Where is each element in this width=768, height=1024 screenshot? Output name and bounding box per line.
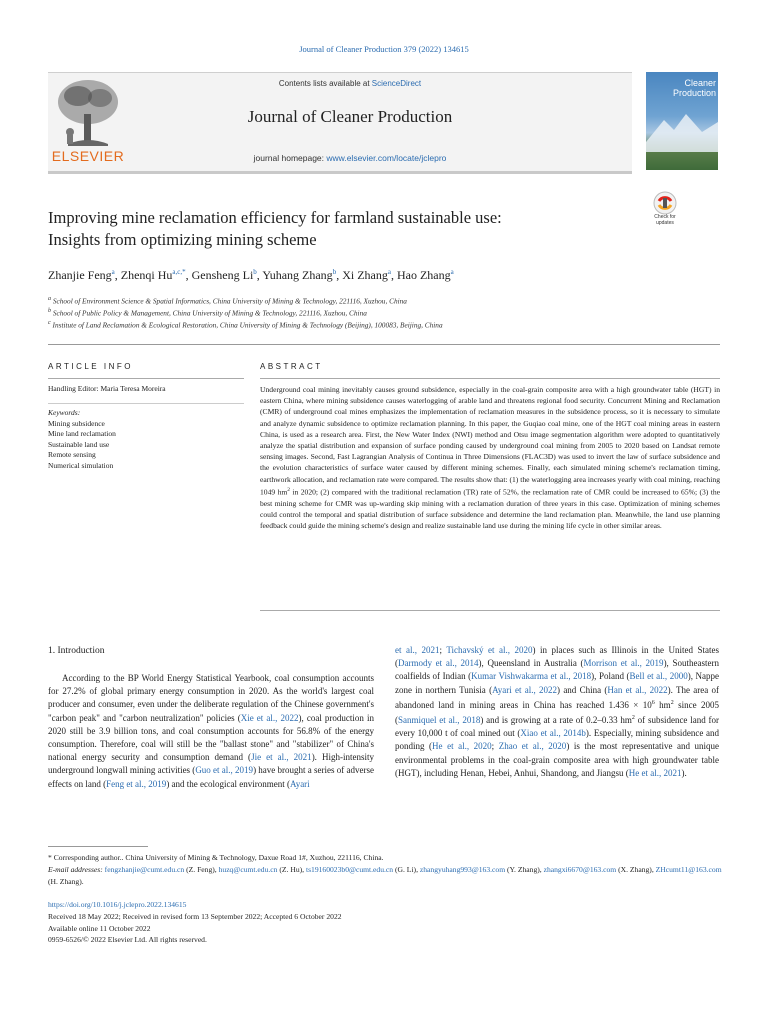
text-run: ). High-intensity underground longwall mining activities ( — [48, 752, 374, 776]
footnotes — [48, 852, 728, 889]
contents-line — [130, 79, 570, 88]
citation-link[interactable]: Bell et al., 2000 — [629, 671, 688, 682]
intro-column-right — [395, 644, 719, 780]
keywords-block — [48, 408, 244, 471]
footnote-rule — [48, 846, 148, 847]
corresponding-author-note: * Corresponding author.. China University of Mining & Technology, Daxue Road 1#, Xuzhou, 221116, China. — [48, 853, 384, 862]
keywords-rule — [48, 403, 244, 404]
citation-link[interactable]: Kumar Vishwakarma et al., 2018 — [471, 671, 592, 682]
text-run: ). The area of abandoned land in mining areas in China has reached 1.436 × 10 — [395, 684, 720, 710]
title-line-1: Improving mine reclamation efficiency for farmland sustainable use: — [48, 208, 502, 227]
citation-link[interactable]: Xiao et al., 2014b — [520, 728, 586, 739]
text-run: ) have brought a series of adverse effects on land ( — [48, 765, 375, 789]
citation-link[interactable]: He et al., 2020 — [432, 741, 492, 752]
affiliation-c: $^c$ Institute of Land Reclamation & Ecological Restoration, China University of Mining & Technology (Beijing), 100083, Beijing, China — [48, 320, 443, 330]
citation-link[interactable]: Han et al., 2022 — [607, 684, 668, 695]
author-affiliation-marker[interactable]: a — [387, 268, 391, 276]
email-link[interactable]: huzq@cumt.edu.cn — [218, 865, 278, 875]
email-link[interactable]: fengzhanjie@cumt.edu.cn — [104, 865, 185, 875]
email-owner: (Z. Feng), — [184, 865, 219, 875]
text-run: of subsidence land for every 10,000 t of coal mined out ( — [395, 715, 719, 739]
text-run: ) and the ecological environment ( — [166, 778, 291, 789]
keyword: Mine land reclamation — [48, 429, 116, 438]
text-run: ; — [491, 741, 499, 752]
publication-info — [48, 899, 728, 946]
text-run: ), Poland ( — [591, 671, 630, 682]
citation-link[interactable]: Tichavský et al., 2020 — [446, 645, 533, 655]
text-run: According to the BP World Energy Statistical Yearbook, coal consumption accounts for 27.2% of global primary energy consumption in 2020. As the world's largest coal producer and consumer, even under the deliberate regulation of the Chinese government's "carbon peak" and "carbon neutralization" policies ( — [48, 673, 374, 723]
citation-link[interactable]: Sanmiquel et al., 2018 — [398, 715, 481, 726]
text-run: ), Southeastern coalfields of Indian ( — [395, 658, 719, 682]
email-link[interactable]: ts19160023b0@cumt.edu.cn — [305, 865, 394, 875]
text-run: ) and is growing at a rate of 0.2–0.33 hm — [480, 715, 632, 726]
author-affiliation-marker[interactable]: a — [450, 268, 454, 276]
keyword: Sustainable land use — [48, 439, 110, 449]
text-run: ), coal production in 2020 still be 3.9 billion tons, and coal consumption accounts for 56.8% of the energy consumption. Therefore, coal will still be the "ballast stone" and "stabilizer" of China's national energy security and consumption demand ( — [48, 712, 374, 763]
citation-link[interactable]: Xie et al., 2022 — [240, 712, 299, 723]
superscript: 2 — [670, 699, 674, 706]
text-run: ) in places such as Illinois in the United States ( — [395, 645, 719, 669]
email-link[interactable]: zhangyuhang993@163.com — [419, 865, 506, 875]
author-affiliation-marker[interactable]: b — [253, 268, 257, 276]
sciencedirect-link[interactable]: ScienceDirect — [371, 79, 422, 88]
email-owner: (G. Li), — [393, 865, 420, 875]
abstract-part-1: Underground coal mining inevitably causes ground subsidence, especially in the coal-grain composite area with a high groundwater table (HGT) in eastern China, where mining subsidence causes waterlogging of arable land and threatens regional food security. Concurrent Mining and Reclamation (CMR) of underground coal mines emphasizes the implementation of reclamation measures in the subsidence process, so it is necessary to simulate and analyze dynamic subsidence to optimize reclamation planning. In this paper, the Guqiao coal mine, one of the HGT coal mining areas in eastern China, is used as a research area. First, the New Water Index (NWI) method and Otsu image segmentation algorithm were adopted to quantitatively analyze the spatial distribution and expansion of surface ponding caused by underground coal mining from 2005 to 2020 based on Landsat remote sensing images. Second, Fast Lagrangian Analysis of Continua in Three Dimensions (FLAC3D) was used to invert the law of surface subsidence and the evolution characteristics of surface water caused by different mining schemes. Finally, each simulated mining scheme's reclamation timing, earthwork allocation, and reclamation rate were compared. The results show that: (1) the waterlogging area increases yearly with coal mining, reaching 1049 hm — [260, 385, 720, 497]
author-name[interactable]: Zhanjie Feng — [48, 268, 112, 282]
email-owner: (Y. Zhang), — [505, 865, 544, 875]
homepage-prefix: journal homepage: — [253, 153, 327, 163]
cover-title-line1: Cleaner — [684, 78, 716, 88]
check-updates-line2: updates — [656, 220, 674, 226]
keyword: Mining subsidence — [48, 418, 105, 428]
author-affiliation-marker[interactable]: b — [332, 268, 337, 276]
issn-copyright: 0959-6526/© 2022 Elsevier Ltd. All rights reserved. — [48, 935, 207, 945]
author-name[interactable]: Hao Zhang — [396, 268, 451, 282]
author-name[interactable]: Zhenqi Hu — [120, 268, 173, 282]
elsevier-wordmark: ELSEVIER — [51, 148, 125, 164]
check-updates-line1: Check for — [654, 214, 676, 220]
contents-prefix: Contents lists available at — [278, 79, 372, 88]
abstract-part-2: in 2020; (2) compared with the traditional reclamation (TR) rate of 52%, the reclamation rate of CMR could be increased to 65%; (3) the best mining scheme for CMR was up-warding skip mining with a reclamation duration of three years in this case. Optimization of mining schemes could control the temporal and spatial distribution of surface subsidence and determine the land reclamation plan. Meanwhile, the land use planning feedback could guide the mining scheme's design and realize sustainable land use during the mining life cycle in other similar areas. — [260, 487, 721, 530]
citation-link[interactable]: et al., 2021 — [395, 645, 440, 655]
cover-title — [652, 78, 716, 98]
available-online: Available online 11 October 2022 — [48, 923, 151, 933]
introduction-heading: 1. Introduction — [48, 646, 105, 656]
text-run: hm — [654, 699, 671, 710]
divider — [48, 344, 720, 345]
running-head-link[interactable]: Journal of Cleaner Production 379 (2022) 134615 — [299, 44, 469, 54]
author-affiliation-marker[interactable]: a,c,* — [172, 268, 186, 276]
running-head[interactable] — [0, 44, 768, 54]
text-run: ), Queensland in Australia ( — [478, 658, 584, 669]
text-run: ), Nappe zone in northern Tunisia ( — [395, 671, 719, 695]
superscript: 2 — [631, 715, 635, 722]
homepage-link[interactable]: www.elsevier.com/locate/jclepro — [326, 153, 447, 163]
citation-link[interactable]: Jie et al., 2021 — [251, 752, 312, 763]
article-info-heading: ARTICLE INFO — [48, 362, 133, 371]
abstract-heading: ABSTRACT — [260, 362, 323, 371]
citation-link[interactable]: Darmody et al., 2014 — [398, 658, 479, 669]
author-list: Zhanjie Feng$^a$, Zhenqi $Hu^{a,c,*}$, Gensheng Li$^b$, Yuhang Zhang$^b$, Xi Zhang$^a$, Hao Zhang$^a$ — [48, 268, 454, 282]
citation-link[interactable]: Ayari et al., 2022 — [492, 684, 558, 695]
title-line-2: Insights from optimizing mining scheme — [48, 230, 317, 249]
received-dates: Received 18 May 2022; Received in revised form 13 September 2022; Accepted 6 October 2022 — [48, 911, 342, 921]
text-run: ). — [681, 767, 687, 778]
article-info-rule — [48, 378, 244, 379]
check-for-updates-label — [640, 214, 690, 226]
email-addresses — [48, 864, 728, 888]
abstract-text — [260, 384, 720, 531]
homepage-line — [130, 153, 570, 163]
author-name[interactable]: Yuhang Zhang — [262, 268, 333, 282]
keywords-label: Keywords: — [48, 408, 81, 417]
affiliation-b: $^b$ School of Public Policy & Management, China University of Mining & Technology, 221116, Xuzhou, China — [48, 308, 367, 318]
email-label: E-mail addresses: — [48, 865, 103, 875]
abstract-rule — [260, 378, 720, 379]
affiliation-a: $^a$ School of Environment Science & Spatial Informatics, China University of Mining & Technology, 221116, Xuzhou, China — [48, 296, 407, 306]
abstract-bottom-rule — [260, 610, 720, 611]
author-name[interactable]: Gensheng Li — [191, 268, 254, 282]
superscript: 6 — [651, 699, 655, 706]
email-owner: (X. Zhang), — [616, 865, 656, 875]
citation-link[interactable]: Ayari — [290, 778, 310, 789]
email-link[interactable]: ZHcumt11@163.com — [655, 865, 722, 875]
journal-name: Journal of Cleaner Production — [247, 107, 453, 126]
citation-link[interactable]: Feng et al., 2019 — [106, 778, 167, 789]
text-run: ). Especially, mining subsidence and ponding ( — [395, 728, 719, 752]
keyword: Numerical simulation — [48, 460, 114, 470]
cover-title-line2: Production — [672, 88, 716, 98]
text-run: ) is the most representative and unique environmental problems in the coal-grain composite area with high groundwater table (HGT), including Henan, Hebei, Anhui, Shandong, and Jiangsu ( — [395, 741, 720, 778]
abstract-sup: 2 — [287, 486, 291, 493]
citation-link[interactable]: Morrison et al., 2019 — [583, 658, 664, 669]
text-run: ; — [439, 645, 447, 655]
email-link[interactable]: zhangxi6670@163.com — [543, 865, 617, 875]
doi-link[interactable]: https://doi.org/10.1016/j.jclepro.2022.134615 — [48, 900, 187, 909]
intro-column-left — [48, 672, 374, 791]
article-title — [48, 207, 628, 251]
citation-link[interactable]: Zhao et al., 2020 — [498, 741, 567, 752]
cover-mountain-icon — [646, 112, 718, 152]
author-affiliation-marker[interactable]: a — [111, 268, 115, 276]
keyword: Remote sensing — [48, 450, 96, 459]
journal-cover-image[interactable] — [646, 72, 718, 170]
citation-link[interactable]: He et al., 2021 — [628, 767, 682, 778]
email-owner: (H. Zhang). — [48, 877, 84, 887]
email-owner: (Z. Hu), — [277, 865, 306, 875]
citation-link[interactable]: Guo et al., 2019 — [195, 765, 254, 776]
text-run: ) and China ( — [557, 684, 608, 695]
text-run: since 2005 ( — [395, 699, 719, 726]
author-name[interactable]: Xi Zhang — [342, 268, 388, 282]
handling-editor: Handling Editor: Maria Teresa Moreira — [48, 384, 166, 393]
